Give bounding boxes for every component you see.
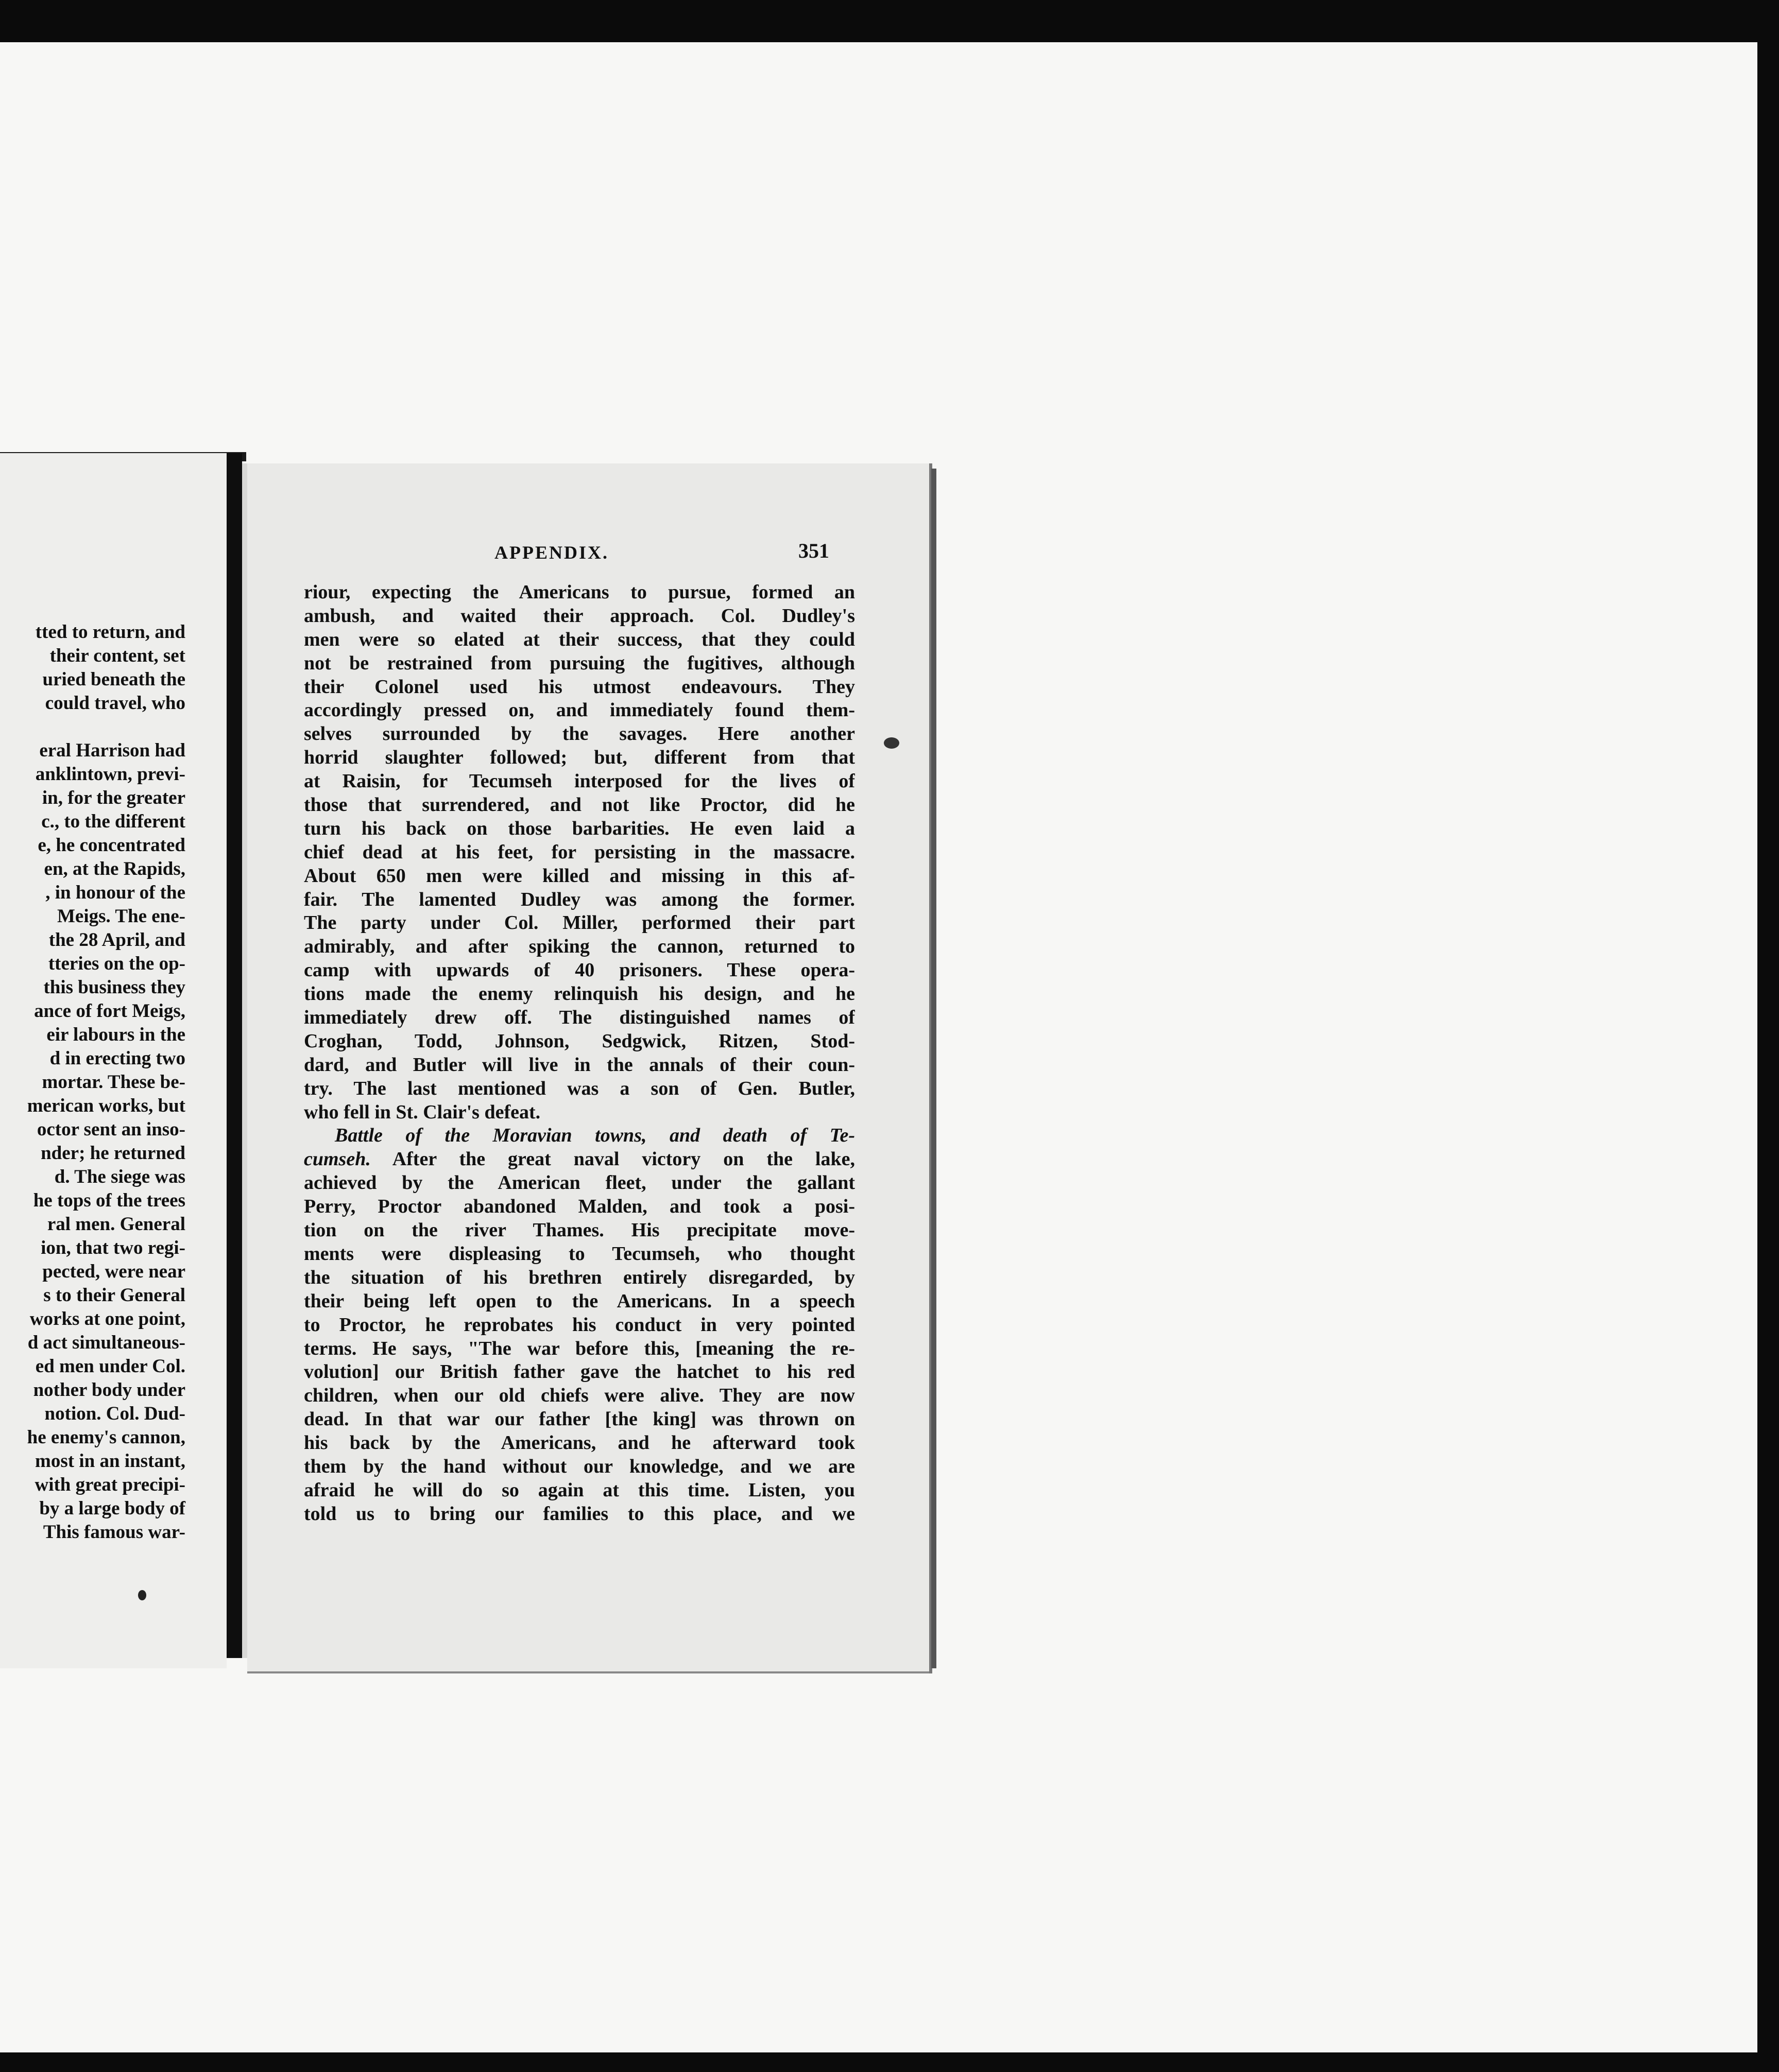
text-line: tions made the enemy relinquish his design, and he [304,983,855,1005]
text-line: This famous war- [43,1522,185,1543]
text-line: The party under Col. Miller, performed their part [304,912,855,934]
text-line: mortar. These be- [42,1072,185,1093]
book-spine [227,453,242,1658]
text-line: horrid slaughter followed; but, different from that [304,747,855,769]
text-line: ambush, and waited their approach. Col. Dudley's [304,605,855,627]
text-line: he tops of the trees [33,1190,185,1211]
scan-frame-bottom [0,2052,1779,2072]
text-line: eral Harrison had [39,740,185,761]
running-head: APPENDIX. [494,542,609,563]
text-line: tion on the river Thames. His precipitate move- [304,1219,855,1241]
text-line: selves surrounded by the savages. Here another [304,723,855,745]
scan-frame-right [1757,0,1779,2072]
text-line: d in erecting two [49,1048,185,1069]
text-line: notion. Col. Dud- [44,1403,185,1424]
text-line: admirably, and after spiking the cannon, returned to [304,936,855,958]
text-line: en, at the Rapids, [44,858,185,879]
text-line: c., to the different [41,811,185,832]
text-line: dead. In that war our father [the king] was thrown on [304,1408,855,1430]
text-line: immediately drew off. The distinguished names of [304,1007,855,1029]
text-line: children, when our old chiefs were alive. They are now [304,1385,855,1407]
text-line: ral men. General [47,1214,185,1235]
text-line: told us to bring our families to this place, and we [304,1503,855,1525]
section-heading-line [304,1124,855,1148]
text-line: their being left open to the Americans. In a speech [304,1290,855,1312]
text-line: accordingly pressed on, and immediately found them- [304,699,855,721]
left-page-text [0,620,227,1544]
text-line: who fell in St. Clair's defeat. [304,1101,541,1123]
paragraph-1 [304,581,855,1124]
text-line: by a large body of [39,1498,185,1519]
text-line: them by the hand without our knowledge, and we are [304,1455,855,1477]
text-line: at Raisin, for Tecumseh interposed for the lives of [304,770,855,792]
text-line: fair. The lamented Dudley was among the former. [304,888,855,910]
section-line-text: After the great naval victory on the lake, [370,1148,855,1170]
text-line: his back by the Americans, and he afterward took [304,1432,855,1454]
text-line: merican works, but [27,1095,185,1116]
text-line: with great precipi- [35,1474,185,1495]
text-line: d act simultaneous- [27,1332,185,1353]
text-line: most in an instant, [35,1451,185,1472]
text-line: Perry, Proctor abandoned Malden, and took a posi- [304,1196,855,1218]
text-line: nother body under [33,1379,185,1401]
text-line: camp with upwards of 40 prisoners. These opera- [304,959,855,981]
text-line: ance of fort Meigs, [34,1000,185,1022]
text-line: to Proctor, he reprobates his conduct in very pointed [304,1314,855,1336]
text-line: their content, set [49,645,185,666]
text-line: riour, expecting the Americans to pursue, formed an [304,581,855,603]
text-line: Meigs. The ene- [57,906,185,927]
text-line: chief dead at his feet, for persisting in the massacre. [304,841,855,863]
text-line: ion, that two regi- [41,1237,185,1258]
text-line: tted to return, and [35,621,185,643]
text-line: he enemy's cannon, [27,1427,185,1448]
text-line: works at one point, [29,1308,185,1329]
text-line: ed men under Col. [35,1356,185,1377]
text-line: anklintown, previ- [35,764,185,785]
text-line: pected, were near [42,1261,185,1282]
text-line: nder; he returned [41,1143,185,1164]
text-line: terms. He says, "The war before this, [meaning the re- [304,1337,855,1359]
text-line: octor sent an inso- [37,1119,185,1140]
text-line: the situation of his brethren entirely disregarded, by [304,1266,855,1288]
text-line: ments were displeasing to Tecumseh, who thought [304,1242,855,1265]
text-line: not be restrained from pursuing the fugitives, although [304,652,855,674]
text-line: achieved by the American fleet, under the gallant [304,1172,855,1194]
text-line: uried beneath the [42,669,185,690]
text-line: turn his back on those barbarities. He even laid a [304,817,855,839]
text-line: d. The siege was [54,1166,185,1187]
text-line: About 650 men were killed and missing in this af- [304,865,855,887]
text-line: volution] our British father gave the hatchet to his red [304,1361,855,1383]
section-heading: Battle of the Moravian towns, and death of Te- [335,1125,855,1147]
text-line: tteries on the op- [48,953,185,974]
text-line: Croghan, Todd, Johnson, Sedgwick, Ritzen, Stod- [304,1030,855,1052]
ink-blot [884,737,899,749]
text-line: eir labours in the [46,1024,185,1045]
text-line: dard, and Butler will live in the annals of their coun- [304,1054,855,1076]
scan-frame-top [0,0,1779,42]
text-line: s to their General [43,1285,185,1306]
text-line: the 28 April, and [48,929,185,951]
paragraph-2 [304,1171,855,1526]
section-heading-line-2 [304,1148,855,1171]
text-line: those that surrendered, and not like Proctor, did he [304,794,855,816]
section-heading-cont: cumseh. [304,1148,371,1170]
text-line [0,715,227,739]
text-line: try. The last mentioned was a son of Gen. Butler, [304,1077,855,1099]
ink-blot [138,1590,146,1600]
text-line: could travel, who [45,693,185,714]
page-number: 351 [798,539,829,562]
right-page-edge [931,469,936,1668]
text-line: in, for the greater [42,787,185,808]
text-line: this business they [43,977,185,998]
text-line: men were so elated at their success, that they could [304,628,855,650]
text-line: their Colonel used his utmost endeavours. They [304,676,855,698]
right-page-body [304,581,855,1526]
text-line: , in honour of the [45,882,185,903]
text-line: e, he concentrated [38,835,185,856]
text-line: afraid he will do so again at this time. Listen, you [304,1479,855,1501]
